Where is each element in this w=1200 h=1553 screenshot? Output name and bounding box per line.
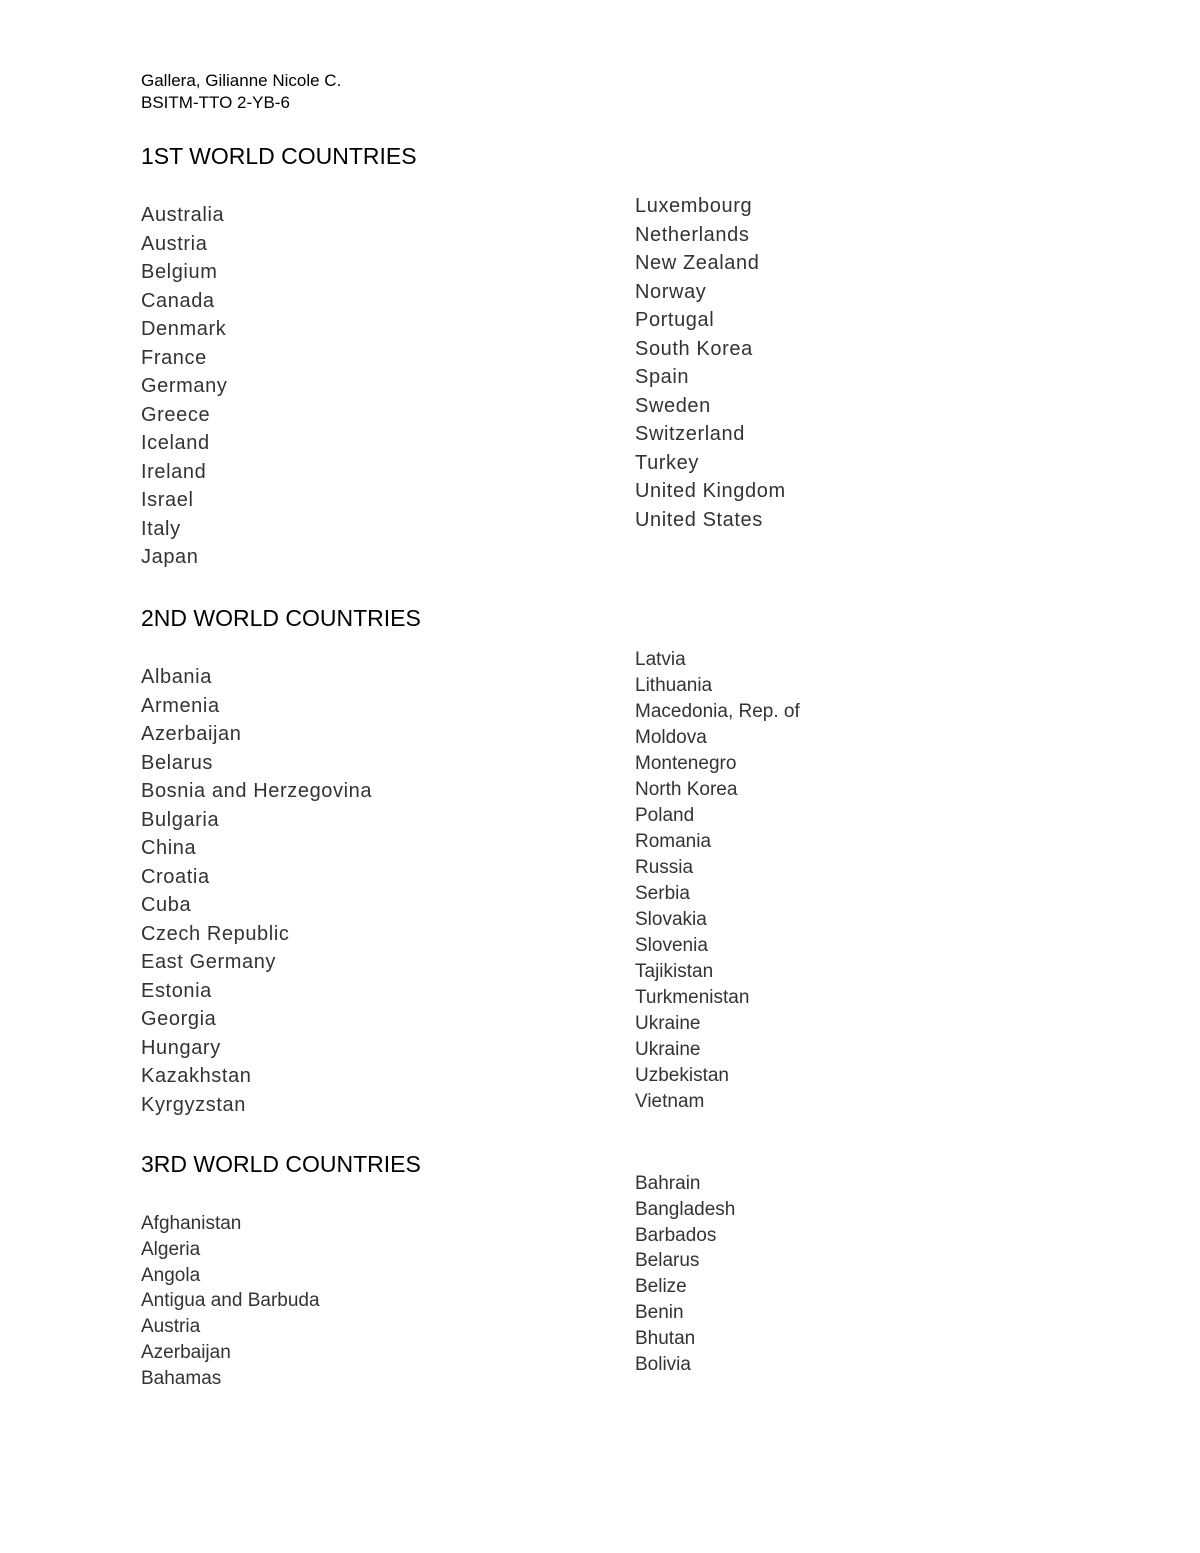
country-item: Lithuania: [635, 675, 713, 696]
country-item: Barbados: [635, 1224, 717, 1246]
document-header: [141, 70, 341, 114]
first-world-title: 1ST WORLD COUNTRIES: [141, 143, 417, 169]
country-item: Ireland: [141, 460, 207, 483]
country-item: Russia: [635, 857, 694, 878]
country-item: Denmark: [141, 318, 227, 340]
country-item: Albania: [141, 666, 212, 688]
country-item: Tajikistan: [635, 961, 714, 982]
country-item: Moldova: [635, 727, 707, 748]
country-item: Czech Republic: [141, 922, 290, 945]
third-world-list-left: [141, 1211, 320, 1392]
country-item: Portugal: [635, 309, 715, 331]
country-item: Antigua and Barbuda: [141, 1290, 320, 1312]
country-item: Bahrain: [635, 1173, 701, 1194]
country-item: Kyrgyzstan: [141, 1093, 246, 1116]
country-item: Afghanistan: [141, 1213, 242, 1234]
country-item: Ukraine: [635, 1039, 701, 1060]
country-item: Belgium: [141, 261, 218, 283]
country-item: Azerbaijan: [141, 723, 242, 745]
second-world-title: 2ND WORLD COUNTRIES: [141, 605, 421, 631]
country-item: Macedonia, Rep. of: [635, 701, 800, 722]
country-item: North Korea: [635, 779, 738, 800]
country-item: Bhutan: [635, 1327, 696, 1349]
country-item: Montenegro: [635, 753, 737, 774]
country-item: Serbia: [635, 883, 690, 904]
country-item: Bulgaria: [141, 808, 220, 831]
country-item: Australia: [141, 204, 225, 226]
country-item: Israel: [141, 489, 194, 511]
country-item: Vietnam: [635, 1091, 705, 1112]
country-item: China: [141, 837, 197, 859]
country-item: Italy: [141, 517, 181, 540]
country-item: New Zealand: [635, 252, 760, 274]
country-item: Austria: [141, 1316, 201, 1338]
country-item: Slovakia: [635, 909, 707, 930]
country-item: Bolivia: [635, 1353, 691, 1375]
country-item: Ukraine: [635, 1013, 701, 1034]
author-name: Gallera, Gilianne Nicole C.: [141, 71, 342, 90]
country-item: Bosnia and Herzegovina: [141, 780, 373, 802]
second-world-list-right: [635, 647, 800, 1115]
country-item: France: [141, 346, 207, 369]
country-item: Turkey: [635, 451, 699, 474]
country-item: Bangladesh: [635, 1198, 736, 1220]
country-item: Romania: [635, 831, 712, 852]
country-item: Belarus: [635, 1250, 700, 1272]
country-item: Hungary: [141, 1036, 221, 1059]
first-world-list-right: [635, 192, 786, 534]
country-item: Norway: [635, 280, 707, 303]
country-item: Belize: [635, 1276, 687, 1298]
country-item: Cuba: [141, 894, 192, 916]
country-item: Japan: [141, 546, 199, 568]
country-item: Greece: [141, 403, 211, 426]
third-world-list-right: [635, 1171, 735, 1377]
country-item: Estonia: [141, 979, 212, 1002]
country-item: Sweden: [635, 394, 711, 417]
country-item: Poland: [635, 805, 695, 826]
country-item: Latvia: [635, 649, 686, 670]
country-item: East Germany: [141, 951, 277, 973]
country-item: Iceland: [141, 432, 210, 454]
country-item: Benin: [635, 1301, 684, 1323]
country-item: United States: [635, 508, 763, 531]
country-item: Kazakhstan: [141, 1065, 252, 1087]
country-item: Armenia: [141, 694, 220, 717]
country-item: Netherlands: [635, 223, 750, 246]
country-item: Angola: [141, 1264, 201, 1286]
country-item: Georgia: [141, 1008, 217, 1030]
country-item: Canada: [141, 289, 215, 312]
country-item: United Kingdom: [635, 480, 786, 502]
first-world-list-left: [141, 201, 227, 572]
country-item: Switzerland: [635, 423, 745, 445]
country-item: South Korea: [635, 337, 753, 360]
country-item: Azerbaijan: [141, 1341, 231, 1363]
country-item: Luxembourg: [635, 195, 753, 217]
country-item: Belarus: [141, 751, 214, 774]
country-item: Germany: [141, 375, 228, 397]
class-section: BSITM-TTO 2-YB-6: [141, 93, 290, 112]
second-world-list-left: [141, 663, 372, 1119]
country-item: Austria: [141, 232, 208, 255]
third-world-title: 3RD WORLD COUNTRIES: [141, 1151, 421, 1177]
country-item: Bahamas: [141, 1367, 222, 1389]
country-item: Algeria: [141, 1238, 201, 1260]
country-item: Croatia: [141, 865, 210, 888]
country-item: Uzbekistan: [635, 1065, 729, 1086]
country-item: Slovenia: [635, 935, 708, 956]
country-item: Turkmenistan: [635, 987, 750, 1008]
country-item: Spain: [635, 366, 690, 388]
